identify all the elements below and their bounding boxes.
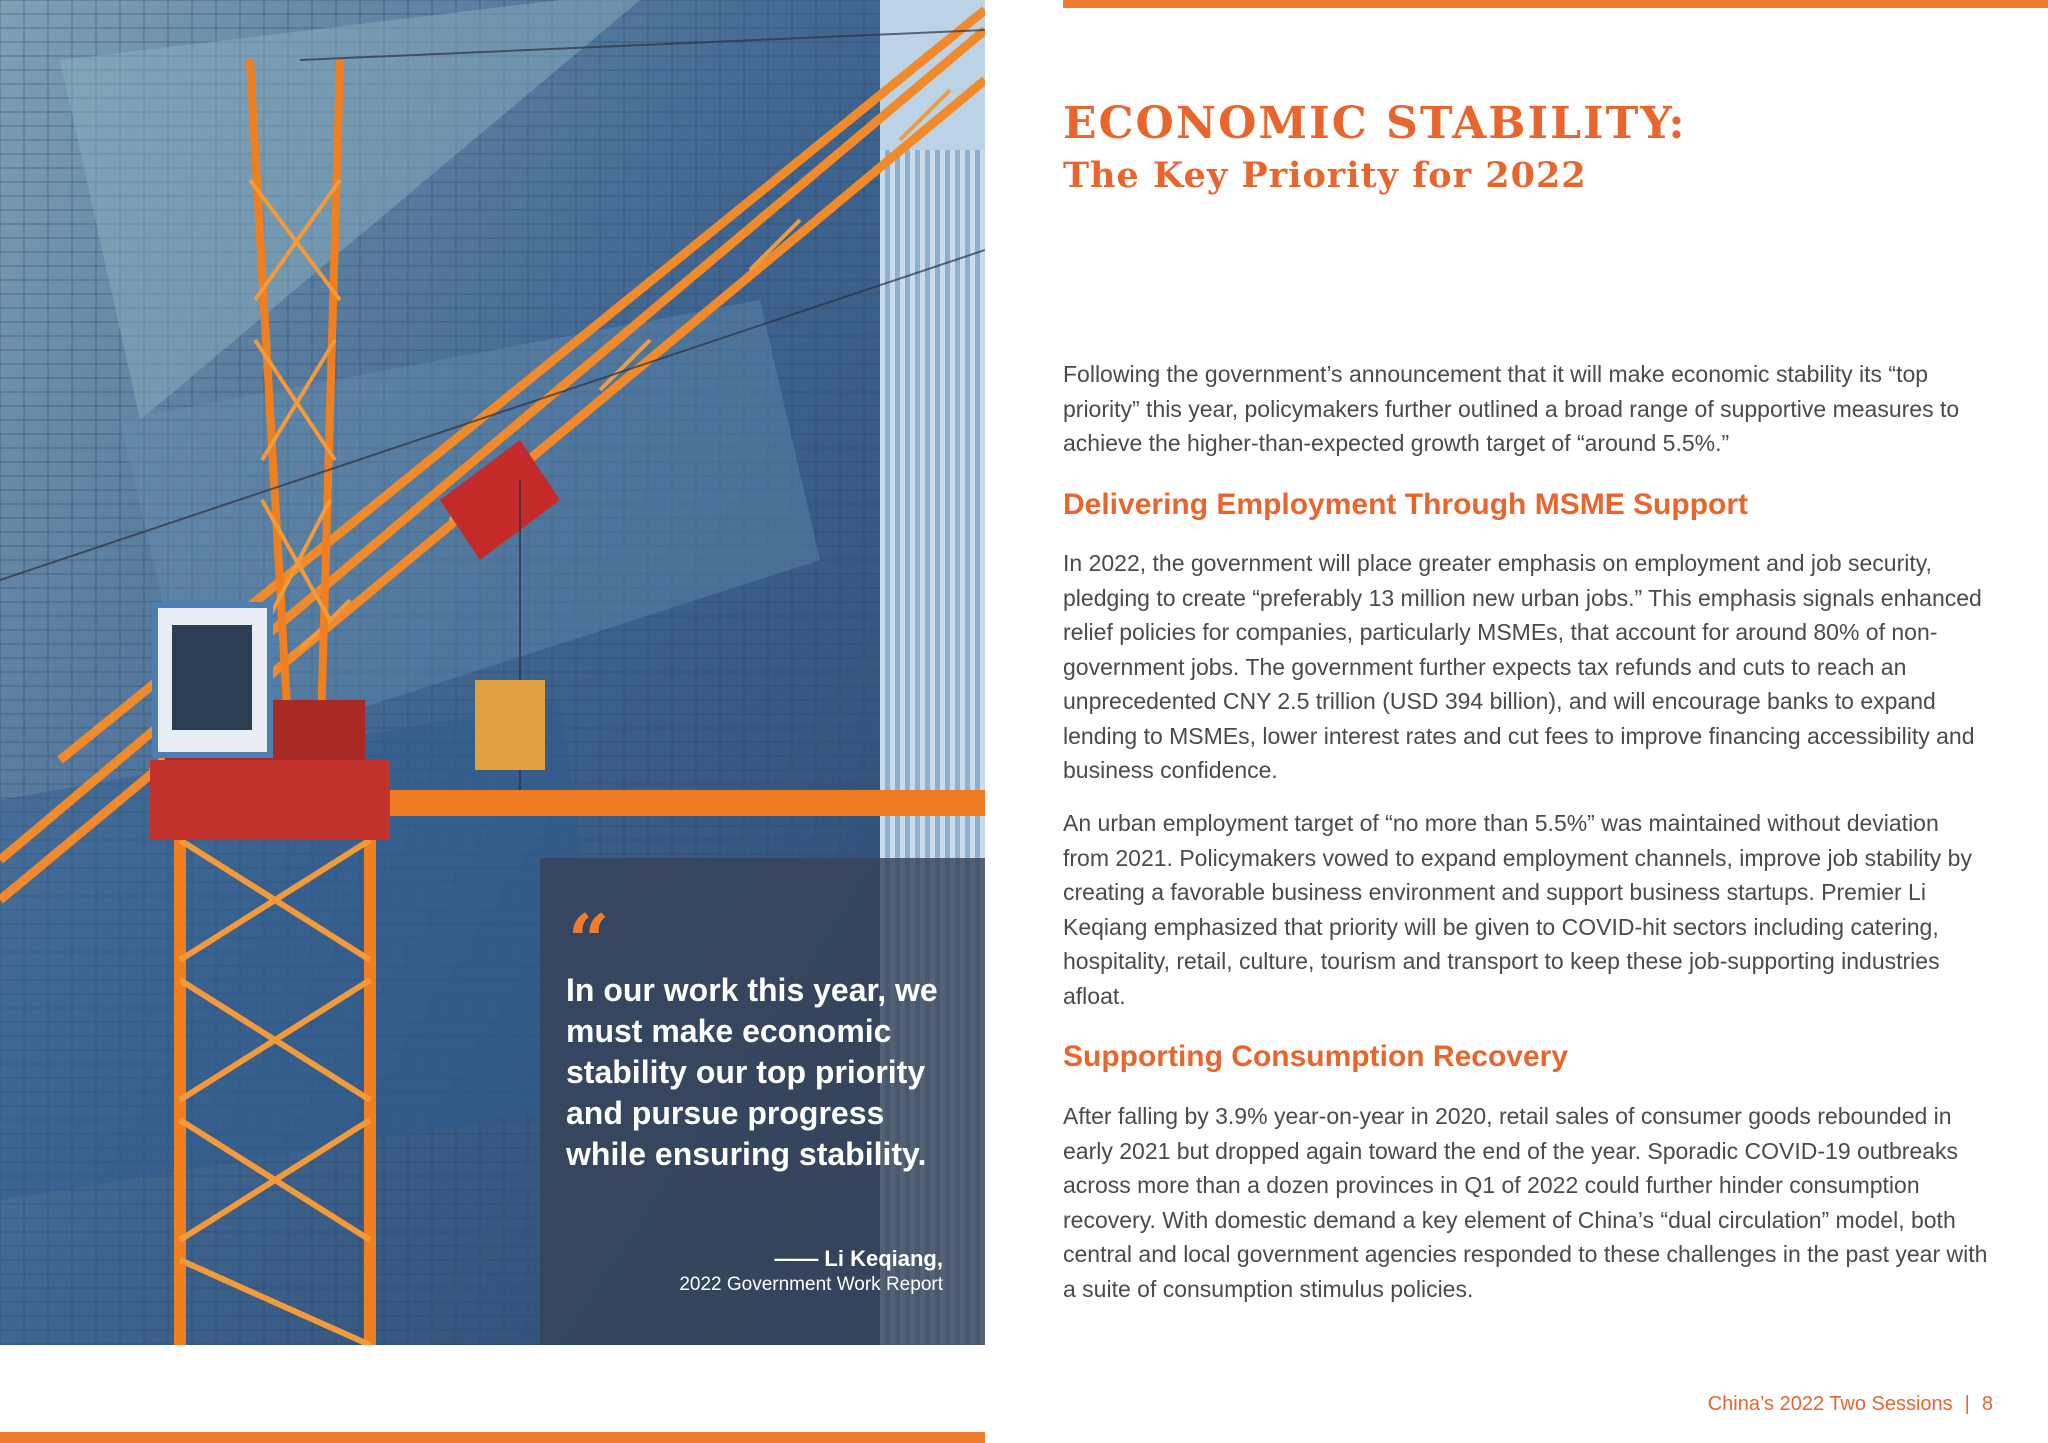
employment-paragraph-2: An urban employment target of “no more than 5.5%” was maintained without deviation from 2021. Policymakers vowed to expand employment channels, improve job stability by creating a favorable business environment and support business startups. Premier Li Keqiang emphasized that priority will be given to COVID-hit sectors including catering, hospitality, retail, culture, tourism and transport to keep these job-supporting industries afloat. <box>1063 810 1972 1009</box>
bottom-accent-bar <box>0 1432 985 1443</box>
footer-publication: China’s 2022 Two Sessions <box>1707 1393 1953 1415</box>
footer-separator: | <box>1964 1393 1970 1415</box>
quote-source: 2022 Government Work Report <box>679 1274 943 1295</box>
pull-quote: In our work this year, we must make economic stability our top priority and pursue progress while ensuring stability. <box>566 972 938 1172</box>
quote-author: —— Li Keqiang, <box>774 1246 943 1271</box>
quote-mark-icon: “ <box>568 898 610 983</box>
page-footer <box>1708 1393 1993 1416</box>
top-accent-bar <box>1063 0 2048 8</box>
page-subtitle: The Key Priority for 2022 <box>1063 155 1587 196</box>
consumption-paragraph: After falling by 3.9% year-on-year in 2020, retail sales of consumer goods rebounded in early 2021 but dropped again toward the end of the year. Sporadic COVID-19 outbreaks across more than a dozen provinces in Q1 of 2022 could further hinder consumption recovery. With domestic demand a key element of China’s “dual circulation” model, both central and local government agencies responded to these challenges in the past year with a suite of consumption stimulus policies. <box>1063 1103 1988 1302</box>
employment-paragraph-1: In 2022, the government will place greater emphasis on employment and job security, pledging to create “preferably 13 million new urban jobs.” This emphasis signals enhanced relief policies for companies, particularly MSMEs, that account for around 80% of non-government jobs. The government further expects tax refunds and cuts to reach an unprecedented CNY 2.5 trillion (USD 394 billion), and will encourage banks to expand lending to MSMEs, lower interest rates and cut fees to improve financing accessibility and business confidence. <box>1063 550 1982 783</box>
page-title: ECONOMIC STABILITY: <box>1063 98 1687 149</box>
section-heading-employment: Delivering Employment Through MSME Support <box>1063 488 1749 521</box>
section-heading-consumption: Supporting Consumption Recovery <box>1063 1040 1569 1073</box>
page-number: 8 <box>1981 1393 1993 1415</box>
intro-paragraph: Following the government’s announcement that it will make economic stability its “top priority” this year, policymakers further outlined a broad range of supportive measures to achieve the higher-than-expected growth target of “around 5.5%.” <box>1063 361 1960 456</box>
